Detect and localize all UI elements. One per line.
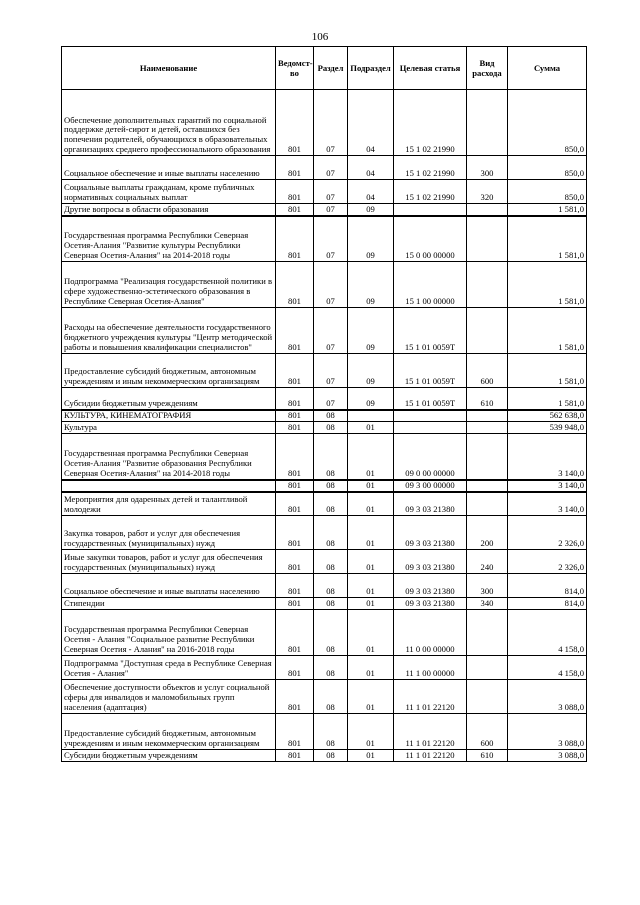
- table-row: [62, 216, 587, 262]
- cell-name: Культура: [62, 422, 276, 434]
- cell-section: 08: [314, 610, 348, 656]
- table-row: [62, 204, 587, 216]
- cell-subsection: [348, 410, 394, 422]
- table-row: [62, 574, 587, 598]
- table-row: [62, 598, 587, 610]
- cell-sum: 1 581,0: [508, 354, 587, 388]
- column-header-dept: Ведомст-во: [276, 47, 314, 90]
- cell-name: Социальное обеспечение и иные выплаты населению: [62, 156, 276, 180]
- cell-target: 11 1 01 22120: [394, 750, 467, 762]
- cell-subsection: 01: [348, 516, 394, 550]
- cell-dept: 801: [276, 410, 314, 422]
- cell-dept: 801: [276, 434, 314, 480]
- cell-target: 11 0 00 00000: [394, 610, 467, 656]
- cell-type: [467, 434, 508, 480]
- cell-section: 08: [314, 516, 348, 550]
- cell-subsection: 01: [348, 680, 394, 714]
- cell-sum: 814,0: [508, 574, 587, 598]
- cell-type: [467, 480, 508, 492]
- cell-section: 08: [314, 598, 348, 610]
- cell-target: 09 3 03 21380: [394, 550, 467, 574]
- table-row: [62, 434, 587, 480]
- cell-target: 15 1 00 00000: [394, 262, 467, 308]
- cell-type: 600: [467, 714, 508, 750]
- cell-target: 15 1 01 0059Т: [394, 354, 467, 388]
- table-row: [62, 354, 587, 388]
- table-row: [62, 388, 587, 410]
- cell-type: 240: [467, 550, 508, 574]
- cell-type: 610: [467, 750, 508, 762]
- cell-name: [62, 480, 276, 492]
- cell-subsection: 09: [348, 388, 394, 410]
- table-row: [62, 656, 587, 680]
- cell-target: 15 1 02 21990: [394, 90, 467, 156]
- cell-subsection: 01: [348, 422, 394, 434]
- cell-dept: 801: [276, 308, 314, 354]
- cell-type: [467, 262, 508, 308]
- cell-sum: 2 326,0: [508, 516, 587, 550]
- cell-target: 15 0 00 00000: [394, 216, 467, 262]
- cell-target: [394, 410, 467, 422]
- cell-target: 15 1 01 0059Т: [394, 388, 467, 410]
- cell-type: [467, 216, 508, 262]
- cell-type: 320: [467, 180, 508, 204]
- cell-target: 09 3 03 21380: [394, 516, 467, 550]
- page-number: 106: [311, 31, 329, 43]
- cell-target: [394, 422, 467, 434]
- cell-section: 08: [314, 714, 348, 750]
- cell-dept: 801: [276, 492, 314, 516]
- cell-subsection: 04: [348, 156, 394, 180]
- cell-section: 08: [314, 480, 348, 492]
- cell-subsection: 01: [348, 656, 394, 680]
- cell-name: Социальные выплаты гражданам, кроме публичных нормативных социальных выплат: [62, 180, 276, 204]
- cell-sum: 1 581,0: [508, 216, 587, 262]
- cell-sum: 1 581,0: [508, 308, 587, 354]
- cell-section: 08: [314, 656, 348, 680]
- cell-target: 09 0 00 00000: [394, 434, 467, 480]
- table-row: [62, 680, 587, 714]
- cell-subsection: 01: [348, 610, 394, 656]
- cell-name: Иные закупки товаров, работ и услуг для обеспечения государственных (муниципальных) нужд: [62, 550, 276, 574]
- cell-type: 300: [467, 574, 508, 598]
- cell-section: 08: [314, 410, 348, 422]
- cell-dept: 801: [276, 680, 314, 714]
- cell-sum: 539 948,0: [508, 422, 587, 434]
- cell-subsection: 04: [348, 90, 394, 156]
- cell-section: 07: [314, 90, 348, 156]
- cell-subsection: 09: [348, 204, 394, 216]
- table-row: [62, 492, 587, 516]
- cell-type: [467, 492, 508, 516]
- cell-section: 08: [314, 492, 348, 516]
- table-row: [62, 750, 587, 762]
- cell-dept: 801: [276, 516, 314, 550]
- cell-sum: 2 326,0: [508, 550, 587, 574]
- cell-type: 600: [467, 354, 508, 388]
- table-header: [62, 47, 587, 90]
- table-row: [62, 550, 587, 574]
- cell-sum: 3 140,0: [508, 434, 587, 480]
- cell-subsection: 09: [348, 216, 394, 262]
- column-header-name: Наименование: [62, 47, 276, 90]
- cell-sum: 3 088,0: [508, 750, 587, 762]
- cell-type: [467, 656, 508, 680]
- budget-table: [61, 46, 587, 762]
- cell-section: 08: [314, 680, 348, 714]
- cell-name: Стипендии: [62, 598, 276, 610]
- cell-name: Субсидии бюджетным учреждениям: [62, 750, 276, 762]
- cell-name: Государственная программа Республики Северная Осетия - Алания "Социальное развитие Республики Северная Осетия - Алания" на 2016-2018 годы: [62, 610, 276, 656]
- cell-subsection: 04: [348, 180, 394, 204]
- table-body: [62, 90, 587, 762]
- cell-sum: 4 158,0: [508, 656, 587, 680]
- cell-subsection: 01: [348, 598, 394, 610]
- cell-dept: 801: [276, 180, 314, 204]
- cell-target: 15 1 02 21990: [394, 180, 467, 204]
- cell-sum: 3 088,0: [508, 714, 587, 750]
- cell-section: 07: [314, 308, 348, 354]
- column-header-target: Целевая статья: [394, 47, 467, 90]
- table-row: [62, 180, 587, 204]
- column-header-sum: Сумма: [508, 47, 587, 90]
- cell-section: 08: [314, 422, 348, 434]
- table-row: [62, 410, 587, 422]
- cell-section: 08: [314, 550, 348, 574]
- cell-target: 09 3 00 00000: [394, 480, 467, 492]
- table-row: [62, 714, 587, 750]
- cell-type: [467, 308, 508, 354]
- cell-sum: 4 158,0: [508, 610, 587, 656]
- cell-type: [467, 204, 508, 216]
- cell-sum: 3 088,0: [508, 680, 587, 714]
- cell-dept: 801: [276, 610, 314, 656]
- cell-sum: 850,0: [508, 156, 587, 180]
- cell-dept: 801: [276, 750, 314, 762]
- cell-target: 09 3 03 21380: [394, 598, 467, 610]
- cell-target: 11 1 00 00000: [394, 656, 467, 680]
- cell-dept: 801: [276, 656, 314, 680]
- cell-target: 15 1 01 0059Т: [394, 308, 467, 354]
- cell-section: 07: [314, 204, 348, 216]
- cell-section: 08: [314, 750, 348, 762]
- cell-dept: 801: [276, 388, 314, 410]
- cell-subsection: 09: [348, 262, 394, 308]
- cell-name: Государственная программа Республики Северная Осетия-Алания "Развитие образования Республики Северная Осетия-Алания" на 2014-2018 годы: [62, 434, 276, 480]
- cell-section: 07: [314, 388, 348, 410]
- cell-dept: 801: [276, 422, 314, 434]
- cell-target: 15 1 02 21990: [394, 156, 467, 180]
- cell-name: Предоставление субсидий бюджетным, автономным учреждениям и иным некоммерческим организациям: [62, 354, 276, 388]
- cell-section: 07: [314, 180, 348, 204]
- cell-name: Мероприятия для одаренных детей и талантливой молодежи: [62, 492, 276, 516]
- cell-subsection: 01: [348, 480, 394, 492]
- cell-type: [467, 422, 508, 434]
- cell-dept: 801: [276, 216, 314, 262]
- cell-subsection: 01: [348, 550, 394, 574]
- cell-name: Другие вопросы в области образования: [62, 204, 276, 216]
- table-row: [62, 90, 587, 156]
- column-header-section: Раздел: [314, 47, 348, 90]
- cell-dept: 801: [276, 714, 314, 750]
- cell-target: 11 1 01 22120: [394, 680, 467, 714]
- table-row: [62, 262, 587, 308]
- table-row: [62, 480, 587, 492]
- table-row: [62, 422, 587, 434]
- cell-dept: 801: [276, 598, 314, 610]
- cell-subsection: 01: [348, 750, 394, 762]
- cell-dept: 801: [276, 262, 314, 308]
- cell-sum: 562 638,0: [508, 410, 587, 422]
- cell-type: [467, 410, 508, 422]
- cell-target: 09 3 03 21380: [394, 492, 467, 516]
- cell-subsection: 01: [348, 434, 394, 480]
- cell-sum: 814,0: [508, 598, 587, 610]
- cell-subsection: 01: [348, 714, 394, 750]
- cell-dept: 801: [276, 204, 314, 216]
- cell-sum: 1 581,0: [508, 204, 587, 216]
- cell-subsection: 09: [348, 308, 394, 354]
- cell-subsection: 01: [348, 492, 394, 516]
- cell-dept: 801: [276, 90, 314, 156]
- cell-sum: 850,0: [508, 90, 587, 156]
- table-row: [62, 156, 587, 180]
- cell-name: Субсидии бюджетным учреждениям: [62, 388, 276, 410]
- cell-type: 200: [467, 516, 508, 550]
- cell-type: [467, 90, 508, 156]
- cell-type: 610: [467, 388, 508, 410]
- cell-dept: 801: [276, 574, 314, 598]
- table-row: [62, 610, 587, 656]
- cell-sum: 3 140,0: [508, 492, 587, 516]
- column-header-subsection: Подраздел: [348, 47, 394, 90]
- cell-sum: 1 581,0: [508, 262, 587, 308]
- cell-name: Государственная программа Республики Северная Осетия-Алания "Развитие культуры Республики Северная Осетия-Алания" на 2014-2018 годы: [62, 216, 276, 262]
- cell-type: 340: [467, 598, 508, 610]
- cell-dept: 801: [276, 156, 314, 180]
- cell-type: 300: [467, 156, 508, 180]
- cell-name: Закупка товаров, работ и услуг для обеспечения государственных (муниципальных) нужд: [62, 516, 276, 550]
- cell-dept: 801: [276, 550, 314, 574]
- cell-subsection: 09: [348, 354, 394, 388]
- cell-type: [467, 610, 508, 656]
- cell-subsection: 01: [348, 574, 394, 598]
- cell-sum: 1 581,0: [508, 388, 587, 410]
- cell-target: 11 1 01 22120: [394, 714, 467, 750]
- cell-name: КУЛЬТУРА, КИНЕМАТОГРАФИЯ: [62, 410, 276, 422]
- cell-sum: 850,0: [508, 180, 587, 204]
- table-row: [62, 516, 587, 550]
- cell-section: 07: [314, 156, 348, 180]
- cell-section: 07: [314, 216, 348, 262]
- cell-target: 09 3 03 21380: [394, 574, 467, 598]
- cell-name: Обеспечение доступности объектов и услуг социальной сферы для инвалидов и маломобильных групп населения (адаптация): [62, 680, 276, 714]
- cell-target: [394, 204, 467, 216]
- table-row: [62, 308, 587, 354]
- column-header-type: Вид расхода: [467, 47, 508, 90]
- cell-section: 08: [314, 574, 348, 598]
- cell-dept: 801: [276, 354, 314, 388]
- cell-name: Обеспечение дополнительных гарантий по социальной поддержке детей-сирот и детей, оставшихся без попечения родителей, обучающихся в образовательных организациях среднего профессионального образования: [62, 90, 276, 156]
- cell-name: Подпрограмма "Доступная среда в Республике Северная Осетия - Алания": [62, 656, 276, 680]
- cell-sum: 3 140,0: [508, 480, 587, 492]
- cell-section: 08: [314, 434, 348, 480]
- cell-name: Предоставление субсидий бюджетным, автономным учреждениям и иным некоммерческим организациям: [62, 714, 276, 750]
- cell-name: Расходы на обеспечение деятельности государственного бюджетного учреждения культуры "Центр методической работы и повышения квалификации специалистов": [62, 308, 276, 354]
- cell-dept: 801: [276, 480, 314, 492]
- cell-section: 07: [314, 262, 348, 308]
- cell-type: [467, 680, 508, 714]
- cell-section: 07: [314, 354, 348, 388]
- cell-name: Социальное обеспечение и иные выплаты населению: [62, 574, 276, 598]
- cell-name: Подпрограмма "Реализация государственной политики в сфере художественно-эстетического образования в Республике Северная Осетия-Алания": [62, 262, 276, 308]
